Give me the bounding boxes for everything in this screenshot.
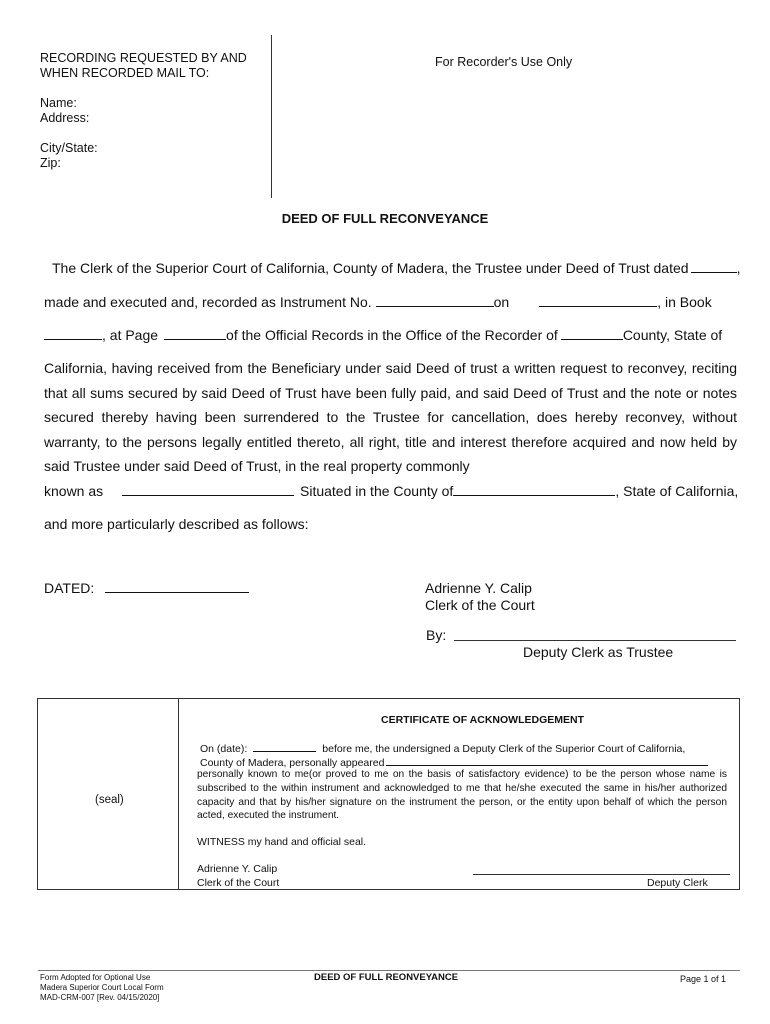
header-divider [271,35,272,198]
certificate-title: CERTIFICATE OF ACKNOWLEDGEMENT [381,714,584,726]
book-blank[interactable] [44,327,102,340]
body-paragraph: California, having received from the Beneficiary under said Deed of trust a written request to reconvey, reciting that all sums secured by said Deed of Trust have been fully paid, and said Deed of Trust and the note or notes secured thereby having been surrendered to the Trustee for cancellation, does hereby reconvey, without warranty, to the persons legally entitled thereto, all right, title and interest therefore acquired and now held by said Trustee under said Deed of Trust, in the real property commonly [44,360,737,474]
body-line2-on: on [493,294,510,310]
address-label: Address: [40,111,90,125]
city-state-label: City/State: [40,141,98,155]
clerk-name: Adrienne Y. Calip [425,580,532,596]
recorder-county-blank[interactable] [561,327,623,340]
footer-page: Page 1 of 1 [680,974,727,984]
known-as-line [122,483,738,500]
described-as-follows: and more particularly described as follows: [44,516,309,532]
body-line3-page: , at Page [102,327,159,343]
cert-on-date: On (date): [200,743,248,755]
situated-label: Situated in the County of [300,483,454,499]
property-known-as-blank[interactable] [122,483,294,496]
footer-line3: MAD-CRM-007 [Rev. 04/15/2020] [40,993,160,1002]
recorded-date-blank[interactable] [539,294,657,307]
document-title: DEED OF FULL RECONVEYANCE [281,211,489,226]
cert-witness: WITNESS my hand and official seal. [197,836,367,848]
situated-county-blank[interactable] [453,483,615,496]
cert-paragraph: personally known to me(or proved to me on the basis of satisfactory evidence) to be the person whose name is subscribed to the within instrument and acknowledged to me that he/she executed the same in his/her authorized capacity and that by his/her signature on the instrument the person, or the entity upon behalf of which the person acted, executed the instrument. [197,769,727,822]
cert-appeared-blank[interactable] [386,755,708,766]
body-line1 [52,260,740,277]
body-line2-text: made and executed and, recorded as Instrument No. [44,294,372,310]
cert-before-me: before me, the undersigned a Deputy Clerk of the Superior Court of California, [322,743,686,755]
dated-blank[interactable] [105,580,249,593]
footer-rule [38,970,740,971]
by-label: By: [426,627,447,643]
body-line2-book: , in Book [657,294,712,310]
footer-line2: Madera Superior Court Local Form [40,983,164,992]
dated-label: DATED: [44,580,95,596]
cert-deputy-signature-line[interactable] [473,874,730,875]
footer-title: DEED OF FULL REONVEYANCE [314,972,459,983]
cert-date-blank[interactable] [253,741,316,752]
body-line1-text: The Clerk of the Superior Court of California, County of Madera, the Trustee under Deed of Trust dated [52,260,689,276]
deputy-clerk-trustee: Deputy Clerk as Trustee [523,644,674,660]
recording-requested-line2: WHEN RECORDED MAIL TO: [40,66,210,80]
recording-requested-line1: RECORDING REQUESTED BY AND [40,51,247,65]
body-line3 [44,327,722,344]
footer-line1: Form Adopted for Optional Use [40,973,151,982]
known-as-label: known as [44,483,104,499]
cert-clerk-name: Adrienne Y. Calip [197,863,278,875]
zip-label: Zip: [40,156,61,170]
dated-line [44,580,249,597]
cert-deputy-clerk: Deputy Clerk [647,877,708,889]
body-line3-records: of the Official Records in the Office of the Recorder of [226,327,558,343]
cert-date-line [200,741,685,756]
body-line2 [44,294,712,311]
deputy-signature-line[interactable] [454,640,736,641]
seal-placeholder: (seal) [95,794,124,806]
recorder-use-only: For Recorder's Use Only [435,55,573,69]
body-line3-county: County, State of [622,327,723,343]
cert-clerk-title: Clerk of the Court [197,877,280,889]
page-blank[interactable] [164,327,226,340]
certificate-divider [178,699,179,889]
instrument-no-blank[interactable] [376,294,494,307]
trust-date-blank[interactable] [691,260,737,273]
cert-county-text: County of Madera, personally appeared [200,757,385,769]
state-california: , State of California, [615,483,739,499]
clerk-title: Clerk of the Court [425,597,535,613]
body-line1-comma: , [736,260,741,276]
name-label: Name: [40,96,77,110]
